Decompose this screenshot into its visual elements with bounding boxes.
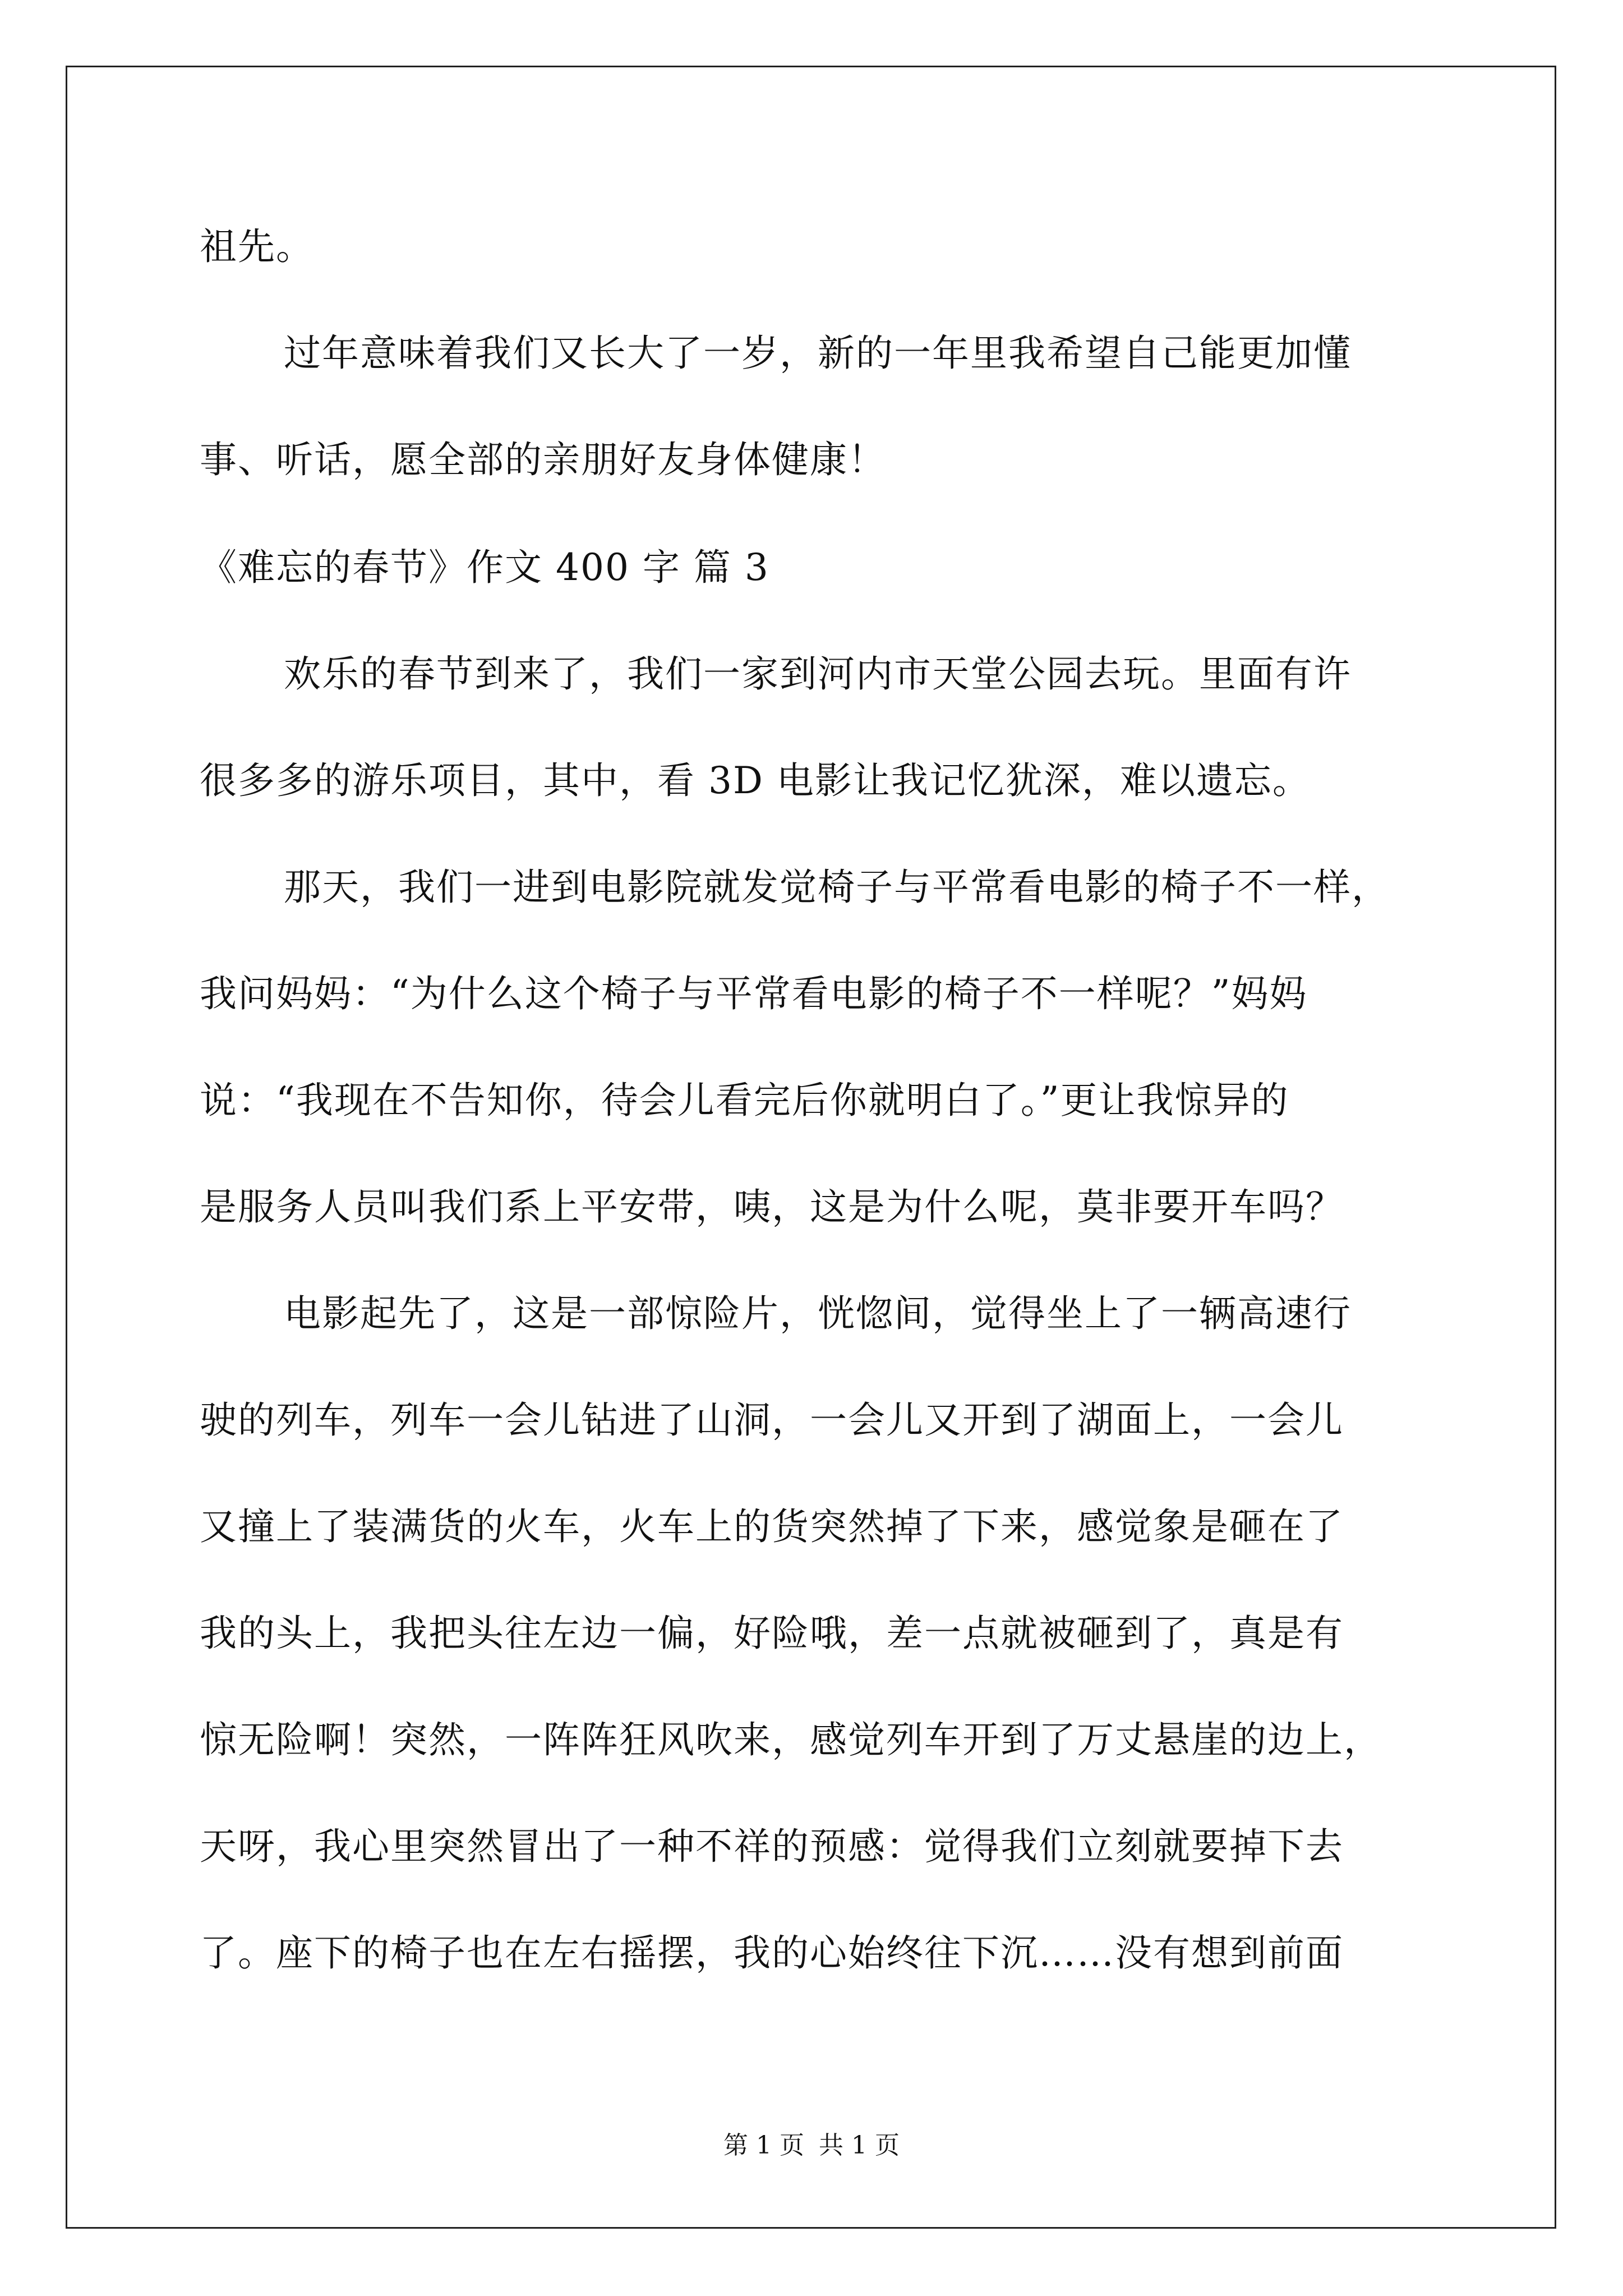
text-line: 又撞上了装满货的火车，火车上的货突然掉了下来，感觉象是砸在了 xyxy=(200,1505,1344,1548)
page-number: 第 1 页 xyxy=(723,2131,804,2160)
text-line: 事、听话，愿全部的亲朋好友身体健康！ xyxy=(200,438,886,481)
text-line: 是服务人员叫我们系上平安带，咦，这是为什么呢，莫非要开车吗？ xyxy=(200,1185,1344,1228)
text-line: 惊无险啊！突然，一阵阵狂风吹来，感觉列车开到了万丈悬崖的边上， xyxy=(200,1718,1382,1761)
paragraph-first-line: 电影起先了，这是一部惊险片，恍惚间，觉得坐上了一辆高速行 xyxy=(284,1292,1352,1335)
text-line: 了。座下的椅子也在左右摇摆，我的心始终往下沉……没有想到前面 xyxy=(200,1931,1344,1975)
text-line: 祖先。 xyxy=(200,225,314,268)
text-line: 驶的列车，列车一会儿钻进了山洞，一会儿又开到了湖面上，一会儿 xyxy=(200,1398,1344,1442)
text-line: 天呀，我心里突然冒出了一种不祥的预感：觉得我们立刻就要掉下去 xyxy=(200,1825,1344,1868)
text-line: 我问妈妈：“为什么这个椅子与平常看电影的椅子不一样呢？”妈妈 xyxy=(200,972,1308,1015)
page-total: 共 1 页 xyxy=(819,2131,900,2160)
page-footer xyxy=(0,2129,1623,2162)
text-line: 说：“我现在不告知你，待会儿看完后你就明白了。”更让我惊异的 xyxy=(200,1079,1289,1122)
page-frame xyxy=(66,66,1556,2229)
paragraph-first-line: 那天，我们一进到电影院就发觉椅子与平常看电影的椅子不一样， xyxy=(284,866,1390,909)
section-heading: 《难忘的春节》作文 400 字 篇 3 xyxy=(200,546,769,589)
text-line: 很多多的游乐项目，其中，看 3D 电影让我记忆犹深，难以遗忘。 xyxy=(200,759,1311,802)
paragraph-first-line: 过年意味着我们又长大了一岁，新的一年里我希望自己能更加懂 xyxy=(284,332,1352,375)
text-line: 我的头上，我把头往左边一偏，好险哦，差一点就被砸到了，真是有 xyxy=(200,1612,1344,1655)
paragraph-first-line: 欢乐的春节到来了，我们一家到河内市天堂公园去玩。里面有许 xyxy=(284,652,1352,696)
